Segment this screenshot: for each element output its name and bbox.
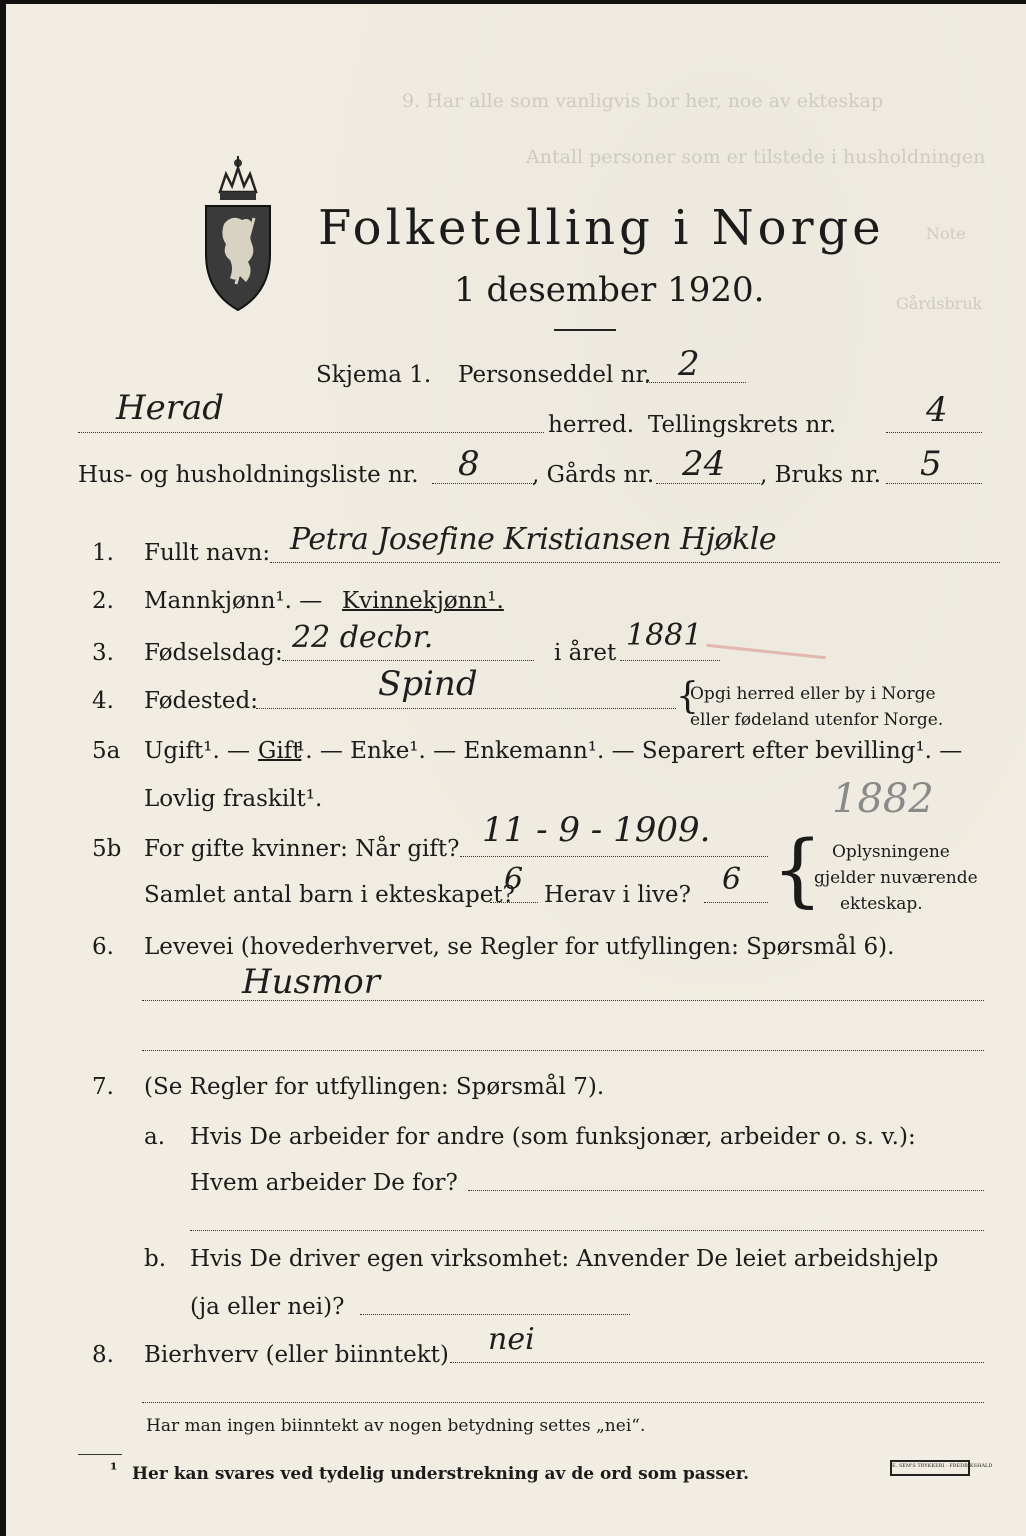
bleed-through-text: Antall personer som er tilstede i husholdningen — [526, 146, 986, 168]
q3-label: Fødselsdag: — [144, 640, 283, 666]
gards-label: , Gårds nr. — [532, 462, 655, 488]
bruks-label: , Bruks nr. — [760, 462, 881, 488]
schema-label: Skjema 1. — [316, 362, 432, 388]
q5b-line — [460, 856, 768, 857]
bleed-through-text: Gårdsbruk — [896, 294, 983, 313]
birth-year-value[interactable]: 1881 — [626, 618, 703, 653]
title-divider — [554, 329, 616, 331]
red-pencil-mark — [706, 644, 826, 660]
footnote-rule — [78, 1454, 122, 1455]
herred-value[interactable]: Herad — [116, 388, 225, 428]
q5b-label: For gifte kvinner: Når gift? — [144, 836, 460, 862]
q3-year-label: i året — [554, 640, 617, 666]
form-date: 1 desember 1920. — [454, 270, 765, 310]
q6-label: Levevei (hovederhvervet, se Regler for utfyllingen: Spørsmål 6). — [144, 934, 895, 960]
tellingskrets-label: Tellingskrets nr. — [648, 412, 837, 438]
q7b-sub-label: (ja eller nei)? — [190, 1294, 345, 1320]
q7a-line1[interactable] — [468, 1190, 984, 1191]
q3-line — [282, 660, 534, 661]
gender-male-option[interactable]: Mannkjønn¹. — — [144, 588, 323, 614]
q4-note-line1: Opgi herred eller by i Norge — [690, 684, 936, 704]
q7a-sub-label: Hvem arbeider De for? — [190, 1170, 458, 1196]
gards-value[interactable]: 24 — [682, 444, 726, 484]
side-income-value[interactable]: nei — [488, 1322, 535, 1357]
married-date-value[interactable]: 11 - 9 - 1909. — [482, 810, 711, 850]
marital-divorced-option[interactable]: Lovlig fraskilt¹. — [144, 786, 323, 812]
person-label: Personseddel nr. — [458, 362, 652, 388]
q6-line2 — [142, 1050, 984, 1051]
q7b-line[interactable] — [360, 1314, 630, 1315]
q3-number: 3. — [92, 640, 114, 666]
q4-brace: { — [676, 676, 699, 717]
q1-label: Fullt navn: — [144, 540, 271, 566]
bruks-value[interactable]: 5 — [920, 444, 942, 484]
q4-line — [256, 708, 676, 709]
footnote-text: Her kan svares ved tydelig understrekning av de ord som passer. — [132, 1464, 750, 1484]
herred-line — [78, 432, 544, 433]
q7a-label: Hvis De arbeider for andre (som funksjonær, arbeider o. s. v.): — [190, 1124, 916, 1150]
q3-year-line — [620, 660, 720, 661]
q7-number: 7. — [92, 1074, 114, 1100]
q2-number: 2. — [92, 588, 114, 614]
q7a-line2[interactable] — [190, 1230, 984, 1231]
q8-line1 — [450, 1362, 984, 1363]
q8-label: Bierhverv (eller biinntekt) — [144, 1342, 449, 1368]
birthplace-value[interactable]: Spind — [378, 664, 478, 704]
hus-value[interactable]: 8 — [458, 444, 480, 484]
q1-line — [270, 562, 1000, 563]
q4-label: Fødested: — [144, 688, 259, 714]
q6-number: 6. — [92, 934, 114, 960]
q4-note-line2: eller fødeland utenfor Norge. — [690, 710, 944, 730]
children-value[interactable]: 6 — [504, 862, 524, 897]
marital-other-options[interactable]: ¹. — Enke¹. — Enkemann¹. — Separert efter bevilling¹. — — [296, 738, 963, 764]
children-label: Samlet antal barn i ekteskapet? — [144, 882, 515, 908]
q7a-letter: a. — [144, 1124, 166, 1150]
q8-line2 — [142, 1402, 984, 1403]
q7b-letter: b. — [144, 1246, 167, 1272]
gender-female-option[interactable]: Kvinnekjønn¹. — [342, 588, 504, 614]
person-no-value[interactable]: 2 — [678, 344, 700, 384]
q5b-note-line2: gjelder nuværende — [814, 868, 978, 888]
q6-line1 — [142, 1000, 984, 1001]
bleed-through-text: Note — [926, 224, 966, 243]
occupation-value[interactable]: Husmor — [242, 962, 380, 1002]
q8-note: Har man ingen biinntekt av nogen betydning settes „nei“. — [146, 1416, 646, 1436]
q7b-label: Hvis De driver egen virksomhet: Anvender De leiet arbeidshjelp — [190, 1246, 939, 1272]
tellingskrets-value[interactable]: 4 — [926, 390, 948, 430]
pencil-annotation: 1882 — [832, 776, 934, 822]
q5a-number: 5a — [92, 738, 121, 764]
alive-line — [704, 902, 768, 903]
alive-value[interactable]: 6 — [722, 862, 742, 897]
bleed-through-text: 9. Har alle som vanligvis bor her, noe av ekteskap — [402, 90, 884, 112]
q5b-note-line1: Oplysningene — [832, 842, 950, 862]
herred-label: herred. — [548, 412, 635, 438]
hus-line — [432, 483, 534, 484]
marital-ugift-option[interactable]: Ugift¹. — — [144, 738, 251, 764]
form-title: Folketelling i Norge — [318, 200, 885, 256]
birthday-value[interactable]: 22 decbr. — [292, 620, 434, 655]
tellingskrets-line — [886, 432, 982, 433]
q5b-note-line3: ekteskap. — [840, 894, 923, 914]
hus-label: Hus- og husholdningsliste nr. — [78, 462, 419, 488]
footnote-mark: ¹ — [110, 1460, 118, 1480]
norwegian-coat-of-arms-icon — [196, 154, 280, 314]
alive-label: Herav i live? — [544, 882, 691, 908]
printer-stamp: E. SEM'S TRYKKERI · FREDRIKSHALD — [890, 1460, 970, 1476]
q5b-number: 5b — [92, 836, 122, 862]
q8-number: 8. — [92, 1342, 114, 1368]
q1-number: 1. — [92, 540, 114, 566]
q4-number: 4. — [92, 688, 114, 714]
full-name-value[interactable]: Petra Josefine Kristiansen Hjøkle — [290, 522, 777, 557]
children-line — [490, 902, 538, 903]
q5b-brace: { — [772, 823, 823, 916]
marital-gift-option[interactable]: Gift — [258, 738, 302, 764]
q7-label: (Se Regler for utfyllingen: Spørsmål 7). — [144, 1074, 605, 1100]
